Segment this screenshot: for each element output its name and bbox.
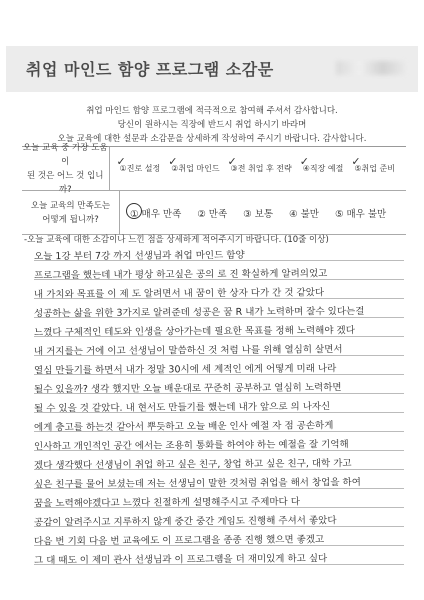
handwritten-line: 오늘 1강 부터 7강 까지 선생님과 취업 마인드 함양 (33, 249, 245, 263)
handwritten-line: 내 거지를는 거에 이고 선생님이 말씀하신 것 처럼 나를 위해 열심히 살면서 (33, 344, 343, 358)
satisfaction-option-dissatisfied[interactable] (289, 206, 319, 220)
handwritten-line: 겠다 생각했다 선생님이 취업 하고 싶은 친구, 창업 하고 싶은 친구, 대학 가고 (33, 458, 352, 472)
question-satisfaction (22, 191, 120, 234)
feedback-area[interactable] (34, 245, 408, 585)
circle-mark-icon (126, 203, 142, 219)
title-bar (6, 46, 418, 92)
helpful-option-label: ②취업 마인드 (171, 164, 220, 173)
handwritten-line: 될 수 있을 것 같았다. 내 현서도 만들기를 했는데 내가 앞으로 의 나자신 (33, 401, 331, 415)
handwritten-line: 그 대 때도 이 제미 관사 선생님과 이 프로그램을 더 재미있게 하고 싶다 (33, 553, 328, 567)
satisfaction-option-label: ⑤ 매우 불만 (334, 208, 387, 220)
helpful-option-5[interactable] (351, 155, 395, 174)
question-satisfaction-line-2: 어떻게 됩니까? (42, 214, 99, 225)
helpful-option-2[interactable] (168, 155, 220, 174)
survey-row-helpful (22, 142, 406, 195)
question-helpful-line-2: 된 것은 어느 것 입니까? (27, 170, 104, 195)
handwritten-line: 다음 번 기회 다음 번 교육에도 이 프로그램을 종종 진행 했으면 좋겠고 (33, 534, 325, 548)
check-mark-icon: ✓ (116, 155, 126, 168)
check-mark-icon: ✓ (351, 155, 361, 168)
helpful-option-3[interactable] (227, 155, 292, 174)
handwritten-line: 될수 있을까? 생각 했지만 오늘 배운대로 꾸준히 공부하고 열심히 노력하면 (33, 382, 342, 396)
survey-row-satisfaction (22, 191, 406, 235)
handwritten-line: 프로그램을 했는데 내가 평상 하고싶은 공의 로 진 확실하게 알려의었고 (33, 268, 328, 282)
handwritten-line: 열심 만들기를 하면서 내가 정말 30시에 세 계적인 에게 어떻게 미래 나라 (33, 363, 337, 377)
helpful-option-label: ③전 취업 후 전략 (230, 164, 292, 173)
satisfaction-option-very-dissatisfied[interactable] (335, 206, 386, 220)
intro-line-1: 취업 마인드 함양 프로그램에 적극적으로 참여해 주셔서 감사합니다. (86, 106, 338, 116)
satisfaction-option-very-satisfied[interactable] (130, 206, 181, 220)
check-mark-icon: ✓ (299, 155, 309, 168)
question-helpful-line-1: 오늘 교육 중 가장 도움이 (22, 142, 108, 167)
satisfaction-option-label: ③ 보통 (243, 208, 274, 220)
helpful-option-label: ⑤취업 준비 (354, 164, 395, 173)
survey-table (22, 142, 406, 235)
satisfaction-option-label: ④ 불만 (289, 208, 319, 220)
helpful-options (110, 147, 406, 190)
page-title: 취업 마인드 함양 프로그램 소감문 (26, 60, 274, 79)
question-helpful (22, 142, 110, 195)
handwritten-line: 성공하는 삶을 위한 3가지로 알려준데 성공은 꿈 R 내가 노력하며 잘수 있다는걸 (33, 305, 365, 320)
check-mark-icon: ✓ (227, 155, 237, 168)
check-mark-icon: ✓ (168, 155, 178, 168)
satisfaction-option-satisfied[interactable] (197, 206, 227, 220)
handwritten-line: 내 가치와 목표를 이 제 도 알려면서 내 꿈이 한 상자 다가 간 것 같았다 (33, 287, 325, 301)
satisfaction-option-neutral[interactable] (243, 206, 273, 220)
handwritten-line: 느꼈다 구체적인 테도와 인생을 상아가는데 필요한 목표를 정해 노력해야 겠다 (33, 325, 355, 339)
satisfaction-option-label: ① 매우 만족 (130, 208, 182, 220)
helpful-option-4[interactable] (299, 155, 344, 174)
handwritten-line: 공감이 알려주시고 지루하지 않게 중간 중간 게임도 진행해 주셔서 좋았다 (33, 515, 337, 529)
satisfaction-option-label: ② 만족 (197, 208, 228, 220)
intro-line-2: 당신이 원하시는 직장에 반드시 취업 하시기 바라며 (117, 120, 307, 130)
handwritten-line: 에게 충고를 하는것 같아서 뿌듯하고 오늘 배운 인사 예절 자 점 공손하게 (33, 420, 334, 434)
helpful-option-label: ①진로 설정 (119, 164, 161, 173)
satisfaction-options (120, 191, 406, 234)
handwritten-line: 인사하고 개인적인 공간 에서는 조용히 통화를 하여야 하는 예절을 잘 기억해 (33, 439, 349, 453)
handwritten-line: 싶은 친구를 물어 보셨는데 저는 선생님이 말한 것처럼 취업을 해서 창업을 하여 (33, 477, 361, 491)
question-satisfaction-line-1: 오늘 교육의 만족도는 (30, 200, 111, 211)
helpful-option-1[interactable] (116, 155, 161, 174)
redacted-logo (336, 61, 406, 75)
feedback-prompt: -오늘 교육에 대한 소감이나 느낀 점을 상세하게 적어주시기 바랍니다. (10줄 이상) (24, 235, 329, 245)
intro-line-3: 오늘 교육에 대한 설문과 소감문을 상세하게 작성하여 주시기 바랍니다. 감사합니다. (57, 134, 367, 144)
helpful-option-label: ④직장 예절 (302, 164, 344, 173)
handwritten-line: 꿈을 노력해야겠다고 느꼈다 친절하게 설명해주시고 주제마다 다 (33, 496, 300, 510)
